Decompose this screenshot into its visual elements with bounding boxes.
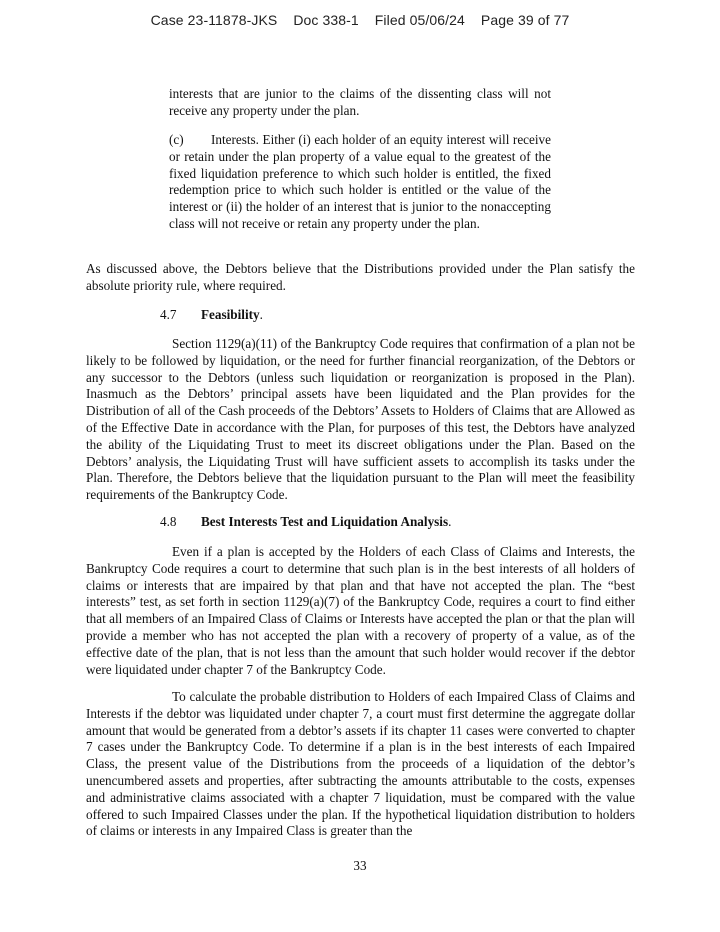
section-4-8-heading: 4.8 Best Interests Test and Liquidation Analysis.	[160, 514, 452, 529]
quote-item-c	[169, 132, 551, 233]
court-filing-header	[0, 12, 720, 28]
feasibility-paragraph: Section 1129(a)(11) of the Bankruptcy Code requires that confirmation of a plan not be likely to be followed by liquidation, or the need for further financial reorganization, of the Debtors or any successor to the Debtors (unless such liquidation or reorganization is proposed in the Plan). Inasmuch as the Debtors’ principal assets have been liquidated and the Plan provides for the Distribution of all of the Cash proceeds of the Debtors’ Assets to Holders of Claims that are Allowed as of the Effective Date in accordance with the Plan, for purposes of this test, the Debtors have analyzed the ability of the Liquidating Trust to meet its discreet obligations under the Plan. Based on the Debtors’ analysis, the Liquidating Trust will have sufficient assets to accomplish its tasks under the Plan. Therefore, the Debtors believe that the liquidation pursuant to the Plan will meet the feasibility requirements of the Bankruptcy Code.	[86, 336, 635, 503]
section-title: Feasibility	[201, 307, 260, 322]
section-number: 4.8	[160, 514, 177, 529]
section-title: Best Interests Test and Liquidation Analysis	[201, 514, 449, 529]
best-interests-paragraph: Even if a plan is accepted by the Holders of each Class of Claims and Interests, the Bankruptcy Code requires a court to determine that such plan is in the best interests of all holders of claims or interests that are impaired by that plan and that have not accepted the plan. The “best interests” test, as set forth in section 1129(a)(7) of the Bankruptcy Code, requires a court to find either that all members of an Impaired Class of Claims or Interests have accepted the plan or that the plan will provide a member who has not accepted the plan with a recovery of property of a value, as of the effective date of the plan, that is not less than the amount that such holder would recover if the debtor were liquidated under chapter 7 of the Bankruptcy Code.	[86, 544, 635, 677]
page-number: 33	[353, 858, 367, 873]
filed-date: Filed 05/06/24	[374, 12, 465, 28]
section-4-7-heading: 4.7 Feasibility.	[160, 307, 263, 322]
page-of-total: Page 39 of 77	[480, 12, 570, 28]
section-number: 4.7	[160, 307, 177, 322]
item-c-text: Interests. Either (i) each holder of an equity interest will receive or retain under the plan property of a value equal to the greatest of the fixed liquidation preference to which such holder is entitled, the fixed redemption price to which such holder is entitled or the value of the interest or (ii) the holder of an interest that is junior to the nonaccepting class will not receive or retain any property under the plan.	[169, 132, 551, 231]
item-c-label: (c)	[169, 132, 184, 147]
case-number: Case 23-11878-JKS	[150, 12, 278, 28]
doc-number: Doc 338-1	[293, 12, 359, 28]
quote-continuation: interests that are junior to the claims of the dissenting class will not receive any property under the plan.	[169, 86, 551, 118]
absolute-priority-paragraph: As discussed above, the Debtors believe that the Distributions provided under the Plan satisfy the absolute priority rule, where required.	[86, 261, 635, 293]
liquidation-calc-paragraph: To calculate the probable distribution to Holders of each Impaired Class of Claims and Interests if the debtor was liquidated under chapter 7, a court must first determine the aggregate dollar amount that would be generated from a debtor’s assets if its chapter 11 cases were converted to chapter 7 cases under the Bankruptcy Code. To determine if a plan is in the best interests of each Impaired Class, the present value of the Distributions from the proceeds of a liquidation of the debtor’s unencumbered assets and properties, after subtracting the amounts attributable to the costs, expenses and administrative claims associated with a chapter 7 liquidation, must be compared with the value offered to such Impaired Classes under the plan. If the hypothetical liquidation distribution to holders of claims or interests in any Impaired Class is greater than the	[86, 689, 635, 839]
